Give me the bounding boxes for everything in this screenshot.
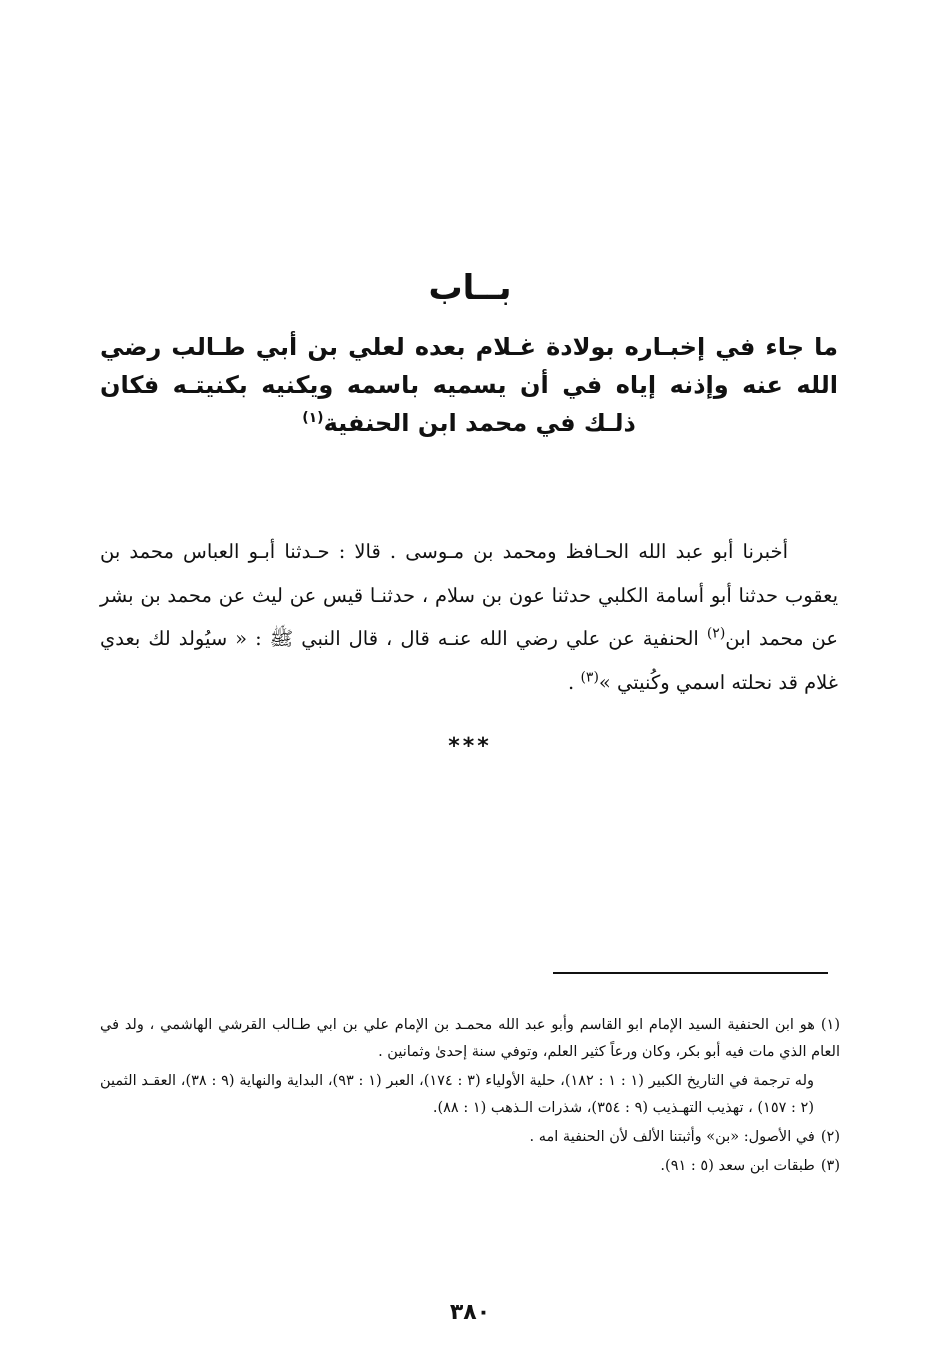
footnote-number: (١) (820, 1017, 840, 1033)
footnote-3 (100, 1153, 840, 1180)
chapter-title-text: ما جاء في إخبـاره بولادة غـلام بعده لعلي بن أبي طـالب رضي الله عنه وإذنه إياه في أن يسميه باسمه ويكنيه بكنيتـه فكان ذلـك في محمد ابن الحنفية (100, 333, 838, 437)
footnote-text: وله ترجمة في التاريخ الكبير (١ : ١ : ١٨٢)، حلية الأولياء (٣ : ١٧٤)، العبر (١ : ٩٣)، البداية والنهاية (٩ : ٣٨)، العقـد الثمين (٢ : ١٥٧) ، تهذيب التهـذيب (٩ : ٣٥٤)، شذرات الـذهب (١ : ٨٨). (100, 1073, 814, 1116)
footnote-text: طبقات ابن سعد (٥ : ٩١). (660, 1158, 815, 1174)
hadith-paragraph (100, 530, 838, 704)
footnote-2 (100, 1124, 840, 1151)
footnotes (100, 1012, 840, 1182)
footnote-number: (٢) (820, 1129, 840, 1145)
body-footnote-ref-2: (٢) (706, 625, 726, 642)
footnote-1-continuation (100, 1068, 840, 1122)
body-footnote-ref-3: (٣) (580, 669, 599, 685)
title-footnote-ref: (١) (302, 410, 324, 426)
hadith-text-part3: . (568, 670, 581, 694)
hadith-body (100, 530, 838, 704)
footnote-number: (٣) (820, 1158, 840, 1174)
chapter-title (100, 328, 838, 442)
hadith-text-part1: أخبرنا أبو عبد الله الحـافظ ومحمد بن مـوسى . قالا : حـدثنا أبـو العباس محمد بن يعقوب حدثنا أبو أسامة الكلبي حدثنا عون بن سلام ، حدثنـا قيس عن ليث عن محمد بن بشر عن محمد ابن (100, 540, 838, 650)
section-separator: *** (448, 734, 492, 759)
page-number: ٣٨٠ (449, 1300, 491, 1325)
footnote-1 (100, 1012, 840, 1066)
footnote-text: في الأصول: «بن» وأثبتنا الألف لأن الحنفية امه . (529, 1129, 815, 1145)
chapter-heading: بــاب (428, 268, 512, 308)
hadith-text-part2: الحنفية عن علي رضي الله عنـه قال ، قال النبي ﷺ : « سيُولد لك بعدي غلام قد نحلته اسمي وكُنيتي » (100, 627, 838, 694)
footnote-text: هو ابن الحنفية السيد الإمام ابو القاسم وأبو عبد الله محمـد بن الإمام علي بن ابي طـالب القرشي الهاشمي ، ولد في العام الذي مات فيه أبو بكر، وكان ورعاً كثير العلم، وتوفي سنة إحدىٰ وثمانين . (100, 1017, 840, 1060)
footnote-rule (553, 972, 828, 974)
